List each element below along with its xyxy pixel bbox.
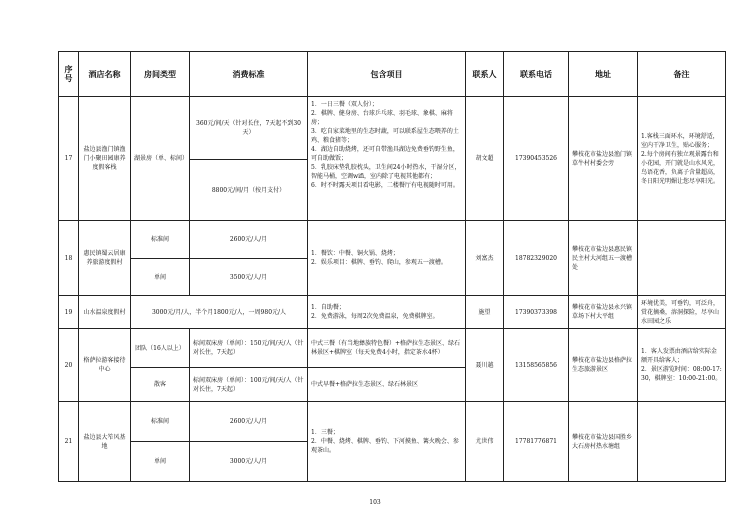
cell-phone: 17390453526 — [504, 97, 569, 221]
cell-items: 中式早餐+格萨拉生态景区、绿石林景区 — [308, 368, 466, 402]
cell-price: 3500元/人/月 — [190, 259, 308, 296]
col-header-name: 酒店名称 — [79, 52, 131, 97]
cell-no: 17 — [59, 97, 79, 221]
item-line: 6．时不时露天项目看电影，二楼餐厅有电视随时可用。 — [311, 182, 459, 189]
table-row — [59, 97, 726, 160]
table-row — [59, 296, 726, 329]
col-header-phone: 联系电话 — [504, 52, 569, 97]
note-line: 2．景区游览时间：08:00-17:30，棋牌室：10:00-21:00。 — [641, 366, 722, 382]
table-row — [59, 402, 726, 442]
item-line: 4．湖边自助烧烤，还可自带渔具湖边免费垂钓野生鱼，可自助做饭； — [311, 146, 459, 162]
cell-room-type: 单间 — [131, 442, 190, 482]
cell-items — [308, 97, 466, 221]
cell-notes — [638, 221, 726, 296]
cell-no: 21 — [59, 402, 79, 482]
cell-items — [308, 221, 466, 296]
col-header-address: 地址 — [569, 52, 638, 97]
cell-room-type: 标准间 — [131, 402, 190, 442]
cell-contact: 刘富杰 — [466, 221, 504, 296]
item-line: 1．自助餐； — [311, 304, 345, 311]
item-line: 2．免费游泳，每周2次免费温泉，免费棋牌室。 — [311, 313, 439, 320]
cell-notes — [638, 97, 726, 221]
cell-contact: 胡文超 — [466, 97, 504, 221]
col-header-items: 包含项目 — [308, 52, 466, 97]
cell-hotel-name: 惠民镇蜀云居康养旅游度假村 — [79, 221, 131, 296]
item-line: 1．一日三餐（双人份）； — [311, 101, 378, 108]
cell-address: 攀枝花市盐边县惠民镇民主村大河组五一渡槽处 — [569, 221, 638, 296]
item-line: 2．中餐、烧烤、棋牌、垂钓、下河摸鱼、篝火晚会、参观茶山。 — [311, 438, 459, 454]
hotel-table — [58, 51, 726, 482]
item-line: 1．餐饮：中餐、铜火锅、烧烤； — [311, 250, 399, 257]
cell-address: 攀枝花市盐边县国胜乡大石房村热水塘组 — [569, 402, 638, 482]
item-line: 1．三餐； — [311, 429, 339, 436]
cell-no: 19 — [59, 296, 79, 329]
cell-no: 18 — [59, 221, 79, 296]
item-line: 3．吃自家菜地里的生态时蔬，可以联系屋生态喂养的土鸡、粮食猪等； — [311, 128, 459, 144]
cell-hotel-name: 格萨拉游客接待中心 — [79, 329, 131, 402]
note-line: 1．客人发票由酒店给实际金额开具给客人； — [641, 348, 717, 364]
cell-price: 2600元/人/月 — [190, 221, 308, 259]
cell-price: 标间双床房（单间）：100元/间/天/人（针对长住，7天起） — [190, 368, 308, 402]
cell-contact: 施望 — [466, 296, 504, 329]
cell-address: 攀枝花市盐边县格萨拉生态旅游景区 — [569, 329, 638, 402]
cell-address: 攀枝花市盐边县永兴镇草场下村大平组 — [569, 296, 638, 329]
col-header-contact: 联系人 — [466, 52, 504, 97]
col-header-no: 序号 — [59, 52, 79, 97]
cell-hotel-name: 盐边县大笮风基地 — [79, 402, 131, 482]
cell-notes — [638, 402, 726, 482]
cell-room-type: 团队（16人以上） — [131, 329, 190, 368]
col-header-notes: 备注 — [638, 52, 726, 97]
cell-phone: 17781776871 — [504, 402, 569, 482]
cell-contact: 尤世伟 — [466, 402, 504, 482]
cell-price-combined: 3000元/月/人，半个月1800元/人，一周980元/人 — [131, 296, 308, 329]
cell-contact: 聂川越 — [466, 329, 504, 402]
cell-price: 8800元/间/月（按月支付） — [190, 160, 308, 221]
cell-hotel-name: 盐边县渔门镇渔门小聚田园康养度假客栈 — [79, 97, 131, 221]
cell-items: 中式三餐（有当地彝族特色餐）+格萨拉生态景区、绿石林景区+棋牌室（每天免费4小时，指定茶水4杯） — [308, 329, 466, 368]
cell-room-type: 标准间 — [131, 221, 190, 259]
cell-items — [308, 296, 466, 329]
cell-no: 20 — [59, 329, 79, 402]
cell-notes: 环境优美，可垂钓，可泛舟，赏花摘桑，溶洞探险，尽享山水田园之乐 — [638, 296, 726, 329]
header-row — [59, 52, 726, 97]
item-line: 2．娱乐项目：棋牌、垂钓、爬山，参观五一渡槽。 — [311, 259, 447, 266]
cell-phone: 18782329020 — [504, 221, 569, 296]
item-line: 5．乳胶床垫乳胶枕头，卫生间24小时热水，干湿分区，智能马桶，空调wifi，室内除了电视其他都有； — [311, 164, 461, 180]
cell-room-type: 湖景房（单、标间） — [131, 97, 190, 221]
cell-address: 攀枝花市盐边县渔门镇草牛村村委会旁 — [569, 97, 638, 221]
cell-price: 3000元/人/月 — [190, 442, 308, 482]
col-header-room-type: 房间类型 — [131, 52, 190, 97]
note-line: 2.每个房间有独立观景露台和小花园，开门就是山水风光，鸟语花香，负离子含量超高，冬日阳光明媚让您尽享阳光。 — [641, 150, 720, 185]
cell-items — [308, 402, 466, 482]
note-line: 1.客栈三面环水，环境舒适，室内干净卫生，贴心服务； — [641, 132, 719, 149]
col-header-price: 消费标准 — [190, 52, 308, 97]
item-line: 2．棋牌、健身房、台球乒乓球、羽毛球、象棋、麻将房； — [311, 110, 453, 126]
page-number: 103 — [369, 499, 381, 506]
cell-price: 360元/间/天（针对长住，7天起不到30天） — [190, 97, 308, 160]
cell-room-type: 散客 — [131, 368, 190, 402]
cell-phone: 13158565856 — [504, 329, 569, 402]
cell-price: 2600元/人/月 — [190, 402, 308, 442]
table-row — [59, 221, 726, 259]
table-row — [59, 329, 726, 368]
cell-hotel-name: 山水温泉度假村 — [79, 296, 131, 329]
cell-price: 标间双床房（单间）：150元/间/天/人（针对长住，7天起） — [190, 329, 308, 368]
cell-notes — [638, 329, 726, 402]
cell-room-type: 单间 — [131, 259, 190, 296]
cell-phone: 17390373398 — [504, 296, 569, 329]
